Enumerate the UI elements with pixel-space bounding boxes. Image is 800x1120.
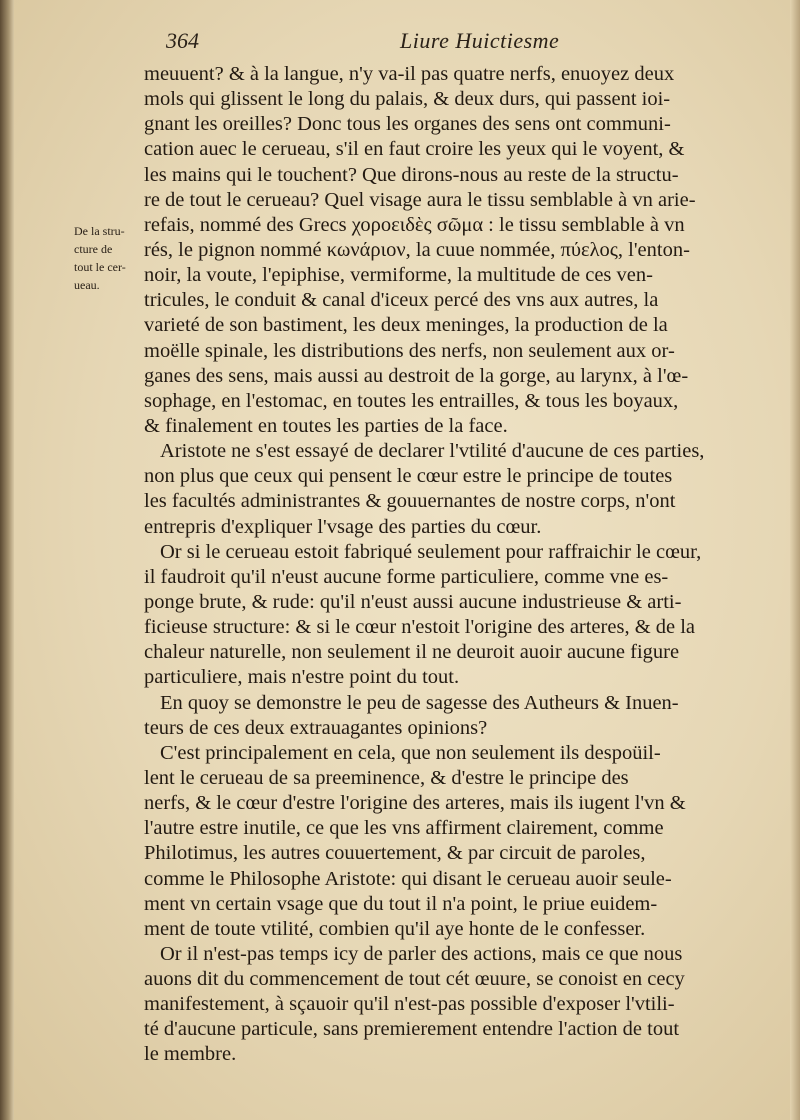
text-line: auons dit du commencement de tout cét œuure, se conoist en cecy (144, 968, 685, 991)
text-line: té d'aucune particule, sans premierement entendre l'action de tout (144, 1018, 680, 1041)
text-line: les facultés administrantes & gouuernantes de nostre corps, n'ont (144, 490, 676, 513)
paragraph-start-line: Or si le cerueau estoit fabriqué seulement pour raffraichir le cœur, (160, 540, 702, 563)
text-line: ment vn certain vsage que du tout il n'a point, le priue euidem- (144, 892, 658, 915)
binding-gutter (0, 0, 14, 1120)
paragraph-start-line: C'est principalement en cela, que non seulement ils despoüil- (160, 741, 661, 764)
text-line: mols qui glissent le long du palais, & deux durs, qui passent ioi- (144, 88, 671, 111)
text-line: l'autre estre inutile, ce que les vns affirment clairement, comme (144, 817, 664, 840)
paragraph-start-line: Or il n'est-pas temps icy de parler des actions, mais ce que nous (160, 942, 683, 965)
margin-note-line: tout le cer- (74, 260, 126, 274)
text-line: chaleur naturelle, non seulement il ne deuroit auoir aucune figure (144, 641, 680, 664)
text-line: teurs de ces deux extrauagantes opinions? (144, 716, 488, 739)
text-line: les mains qui le touchent? Que dirons-nous au reste de la structu- (144, 163, 679, 186)
text-line: noir, la voute, l'epiphise, vermiforme, la multitude de ces ven- (144, 264, 653, 287)
text-line: refais, nommé des Grecs χοροειδὲς σῶμα : le tissu semblable à vn (144, 213, 685, 236)
text-line: comme le Philosophe Aristote: qui disant le cerueau auoir seule- (144, 867, 672, 890)
text-line: Philotimus, les autres couuertement, & par circuit de paroles, (144, 842, 646, 865)
margin-note-line: ueau. (74, 278, 100, 292)
text-line: entrepris d'expliquer l'vsage des parties du cœur. (144, 515, 542, 538)
margin-note-line: De la stru- (74, 224, 125, 238)
text-line: manifestement, à sçauoir qu'il n'est-pas possible d'exposer l'vtili- (144, 993, 675, 1016)
text-line: meuuent? & à la langue, n'y va-il pas quatre nerfs, enuoyez deux (144, 63, 675, 85)
text-line: ponge brute, & rude: qu'il n'eust aussi aucune industrieuse & arti- (144, 590, 682, 613)
running-title: Liure Huictiesme (400, 28, 560, 53)
text-line: cation auec le cerueau, s'il en faut croire les yeux qui le voyent, & (144, 138, 685, 161)
text-line: non plus que ceux qui pensent le cœur estre le principe de toutes (144, 465, 673, 488)
text-line: re de tout le cerueau? Quel visage aura le tissu semblable à vn arie- (144, 188, 696, 211)
text-line: le membre. (144, 1043, 237, 1066)
text-line: particuliere, mais n'estre point du tout. (144, 666, 460, 689)
body-text (144, 62, 784, 1068)
margin-note-line: cture de (74, 242, 113, 256)
text-line: sophage, en l'estomac, en toutes les entrailles, & tous les boyaux, (144, 389, 679, 412)
running-head (160, 24, 720, 54)
paragraph-start-line: Aristote ne s'est essayé de declarer l'vtilité d'aucune de ces parties, (160, 440, 705, 463)
text-line: lent le cerueau de sa preeminence, & d'estre le principe des (144, 766, 629, 789)
text-line: ficieuse structure: & si le cœur n'estoit l'origine des arteres, & de la (144, 616, 696, 639)
text-line: rés, le pignon nommé κωνάριον, la cuue nommée, πύελος, l'enton- (144, 238, 690, 261)
margin-note (74, 222, 154, 294)
page-edge (790, 0, 800, 1120)
text-line: il faudroit qu'il n'eust aucune forme particuliere, comme vne es- (144, 565, 669, 588)
paragraph-start-line: En quoy se demonstre le peu de sagesse des Autheurs & Inuen- (160, 691, 679, 714)
text-line: ment de toute vtilité, combien qu'il aye honte de le confesser. (144, 917, 646, 940)
page-number: 364 (166, 28, 199, 53)
text-line: moëlle spinale, les distributions des nerfs, non seulement aux or- (144, 339, 675, 362)
text-line: varieté de son bastiment, les deux meninges, la production de la (144, 314, 668, 337)
text-line: nerfs, & le cœur d'estre l'origine des arteres, mais ils iugent l'vn & (144, 792, 686, 815)
text-line: gnant les oreilles? Donc tous les organes des sens ont communi- (144, 113, 671, 136)
text-line: ganes des sens, mais aussi au destroit de la gorge, au larynx, à l'œ- (144, 364, 689, 387)
text-line: & finalement en toutes les parties de la face. (144, 414, 508, 437)
text-line: tricules, le conduit & canal d'iceux percé des vns aux autres, la (144, 289, 659, 312)
